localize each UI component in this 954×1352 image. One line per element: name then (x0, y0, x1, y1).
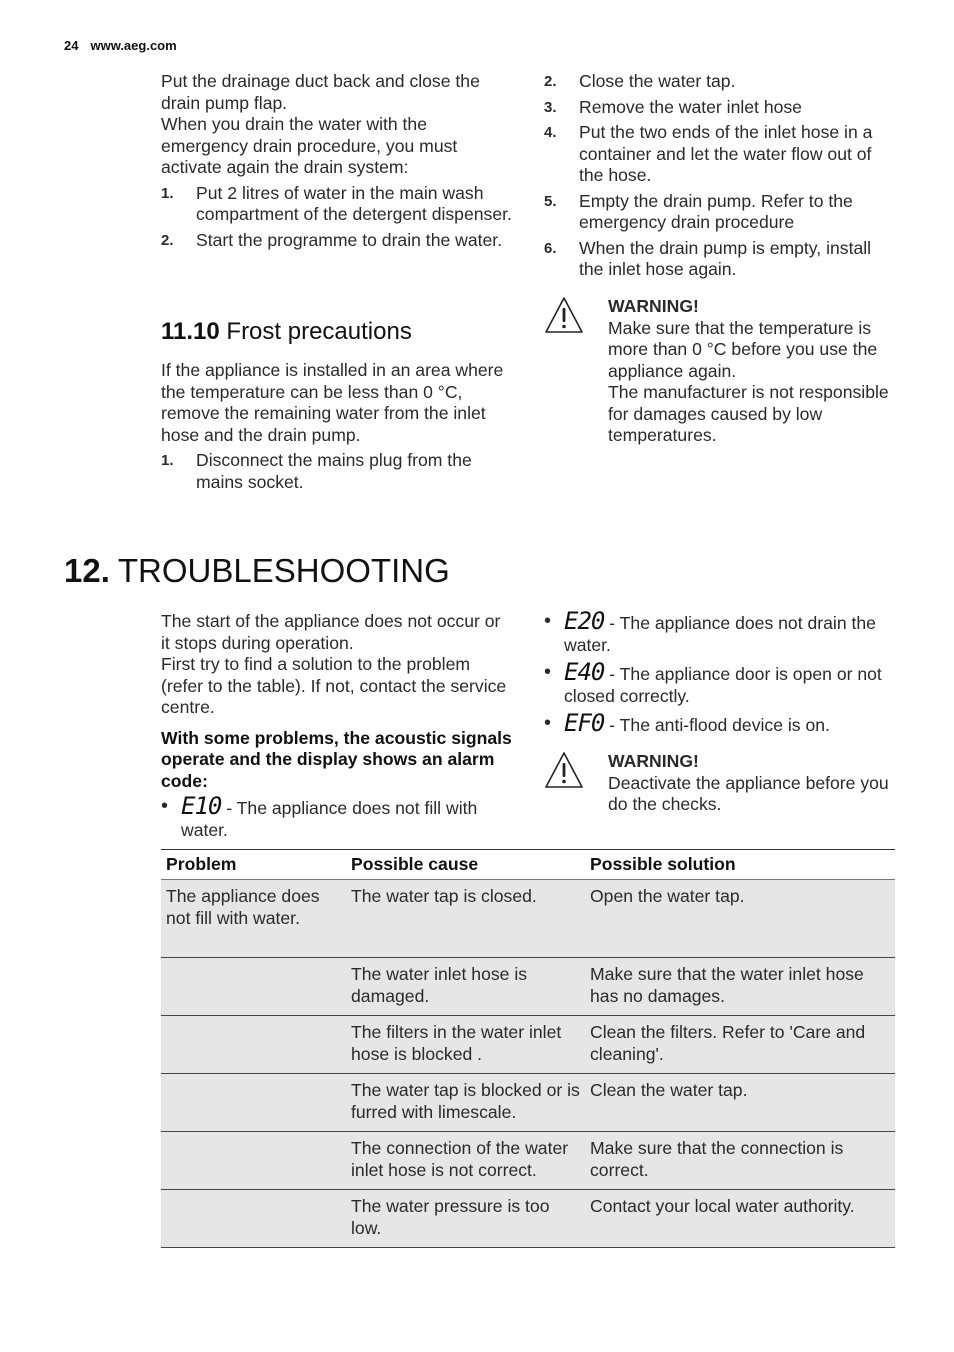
warning-line-1: Make sure that the temperature is more than 0 °C before you use the appliance again. (608, 317, 878, 381)
table-row (161, 1190, 895, 1248)
table-row (161, 958, 895, 1016)
step-number: 5. (544, 192, 557, 210)
drain-para-2: When you drain the water with the emergency drain procedure, you must activate again the drain system: (161, 114, 458, 177)
table-header-row (161, 850, 895, 880)
step-number: 4. (544, 124, 557, 141)
list-item (544, 97, 896, 119)
table-row (161, 1016, 895, 1074)
cell-problem (161, 1074, 346, 1132)
section-heading-frost (161, 318, 412, 346)
alarm-code: EF0 (564, 709, 605, 737)
bullet-icon: • (544, 712, 552, 734)
cell-solution: Clean the filters. Refer to 'Care and cleaning'. (585, 1016, 895, 1074)
list-item (161, 183, 516, 226)
cell-problem (161, 1132, 346, 1190)
cell-solution: Contact your local water authority. (585, 1190, 895, 1248)
frost-steps-list-left (161, 450, 511, 493)
alarm-code: E10 (181, 792, 222, 820)
chapter-number: 12. (64, 552, 110, 589)
cell-problem (161, 1016, 346, 1074)
cell-cause: The water tap is blocked or is furred with limescale. (346, 1074, 585, 1132)
bullet-icon: • (544, 661, 552, 683)
column-header-problem: Problem (161, 850, 346, 880)
step-text: Disconnect the mains plug from the mains socket. (196, 450, 472, 492)
page-header (64, 38, 177, 53)
table-row (161, 880, 895, 958)
alarm-code-text: - The appliance does not fill with water. (181, 798, 478, 840)
cell-problem (161, 1190, 346, 1248)
step-number: 3. (544, 98, 557, 116)
warning-heading: WARNING! (608, 296, 699, 316)
frost-intro: If the appliance is installed in an area where the temperature can be less than 0 °C, remove the remaining water from the inlet hose and the drain pump. (161, 360, 504, 445)
cell-problem: The appliance does not fill with water. (161, 880, 346, 958)
list-item (161, 792, 513, 841)
list-item (544, 607, 896, 656)
warning-heading: WARNING! (608, 751, 699, 771)
step-text: Remove the water inlet hose (579, 96, 802, 117)
column-header-solution: Possible solution (585, 850, 895, 880)
step-number: 6. (544, 239, 557, 257)
column-header-cause: Possible cause (346, 850, 585, 880)
checks-warning (544, 751, 896, 821)
cell-cause: The water pressure is too low. (346, 1190, 585, 1248)
alarm-codes-right (544, 607, 896, 737)
page-number: 24 (64, 38, 79, 53)
alarm-intro: With some problems, the acoustic signals operate and the display shows an alarm code: (161, 727, 512, 791)
alarm-code: E40 (564, 658, 605, 686)
list-item (544, 122, 896, 187)
list-item (161, 230, 516, 252)
list-item (544, 191, 896, 234)
step-number: 2. (161, 231, 174, 249)
step-text: Start the programme to drain the water. (196, 229, 503, 250)
step-number: 1. (161, 452, 174, 469)
cell-cause: The filters in the water inlet hose is blocked . (346, 1016, 585, 1074)
warning-body: Deactivate the appliance before you do the checks. (608, 772, 889, 814)
list-item (544, 658, 896, 707)
alarm-code: E20 (564, 607, 605, 635)
table-row (161, 1074, 895, 1132)
cell-cause: The connection of the water inlet hose is not correct. (346, 1132, 585, 1190)
warning-icon (544, 296, 584, 334)
chapter-heading-troubleshooting (64, 552, 450, 590)
warning-icon (544, 751, 584, 789)
warning-line-2: The manufacturer is not responsible for damages caused by low temperatures. (608, 382, 889, 445)
cell-solution: Clean the water tap. (585, 1074, 895, 1132)
alarm-codes-left (161, 792, 513, 841)
step-text: Close the water tap. (579, 71, 736, 91)
frost-warning (544, 296, 896, 456)
cell-solution: Open the water tap. (585, 880, 895, 958)
frost-block (161, 360, 511, 497)
list-item (544, 71, 896, 93)
list-item (544, 238, 896, 281)
cell-cause: The water tap is closed. (346, 880, 585, 958)
frost-steps-right (544, 71, 896, 285)
chapter-title: TROUBLESHOOTING (117, 552, 450, 589)
bullet-icon: • (544, 610, 552, 632)
section-number: 11.10 (161, 318, 220, 345)
drain-para-1: Put the drainage duct back and close the drain pump flap. (161, 71, 480, 113)
intro-para-1: The start of the appliance does not occur or it stops during operation. (161, 611, 501, 653)
cell-problem (161, 958, 346, 1016)
alarm-code-text: - The anti-flood device is on. (609, 715, 830, 735)
alarm-code-text: - The appliance door is open or not closed correctly. (564, 664, 882, 706)
step-text: Empty the drain pump. Refer to the emergency drain procedure (579, 190, 853, 232)
drain-restore-block (161, 71, 516, 255)
step-text: Put 2 litres of water in the main wash compartment of the detergent dispenser. (196, 182, 512, 224)
cell-solution: Make sure that the connection is correct. (585, 1132, 895, 1190)
drain-steps-list (161, 183, 516, 252)
bullet-icon: • (161, 795, 169, 817)
step-text: When the drain pump is empty, install the inlet hose again. (579, 237, 872, 279)
website-url: www.aeg.com (90, 38, 177, 53)
section-title: Frost precautions (226, 318, 412, 345)
cell-cause: The water inlet hose is damaged. (346, 958, 585, 1016)
intro-para-2: First try to find a solution to the problem (refer to the table). If not, contact the service centre. (161, 654, 507, 717)
troubleshooting-table (161, 849, 895, 1248)
list-item (544, 709, 896, 737)
warning-text (608, 296, 898, 447)
step-number: 1. (161, 184, 174, 202)
warning-text (608, 751, 898, 816)
cell-solution: Make sure that the water inlet hose has no damages. (585, 958, 895, 1016)
frost-steps-list-right (544, 71, 896, 281)
step-text: Put the two ends of the inlet hose in a container and let the water flow out of the hose. (579, 122, 873, 185)
table-row (161, 1132, 895, 1190)
alarm-code-text: - The appliance does not drain the water. (564, 613, 876, 655)
alarm-codes-right-block (544, 607, 896, 743)
troubleshooting-intro (161, 611, 513, 847)
list-item (161, 450, 511, 493)
step-number: 2. (544, 73, 557, 90)
